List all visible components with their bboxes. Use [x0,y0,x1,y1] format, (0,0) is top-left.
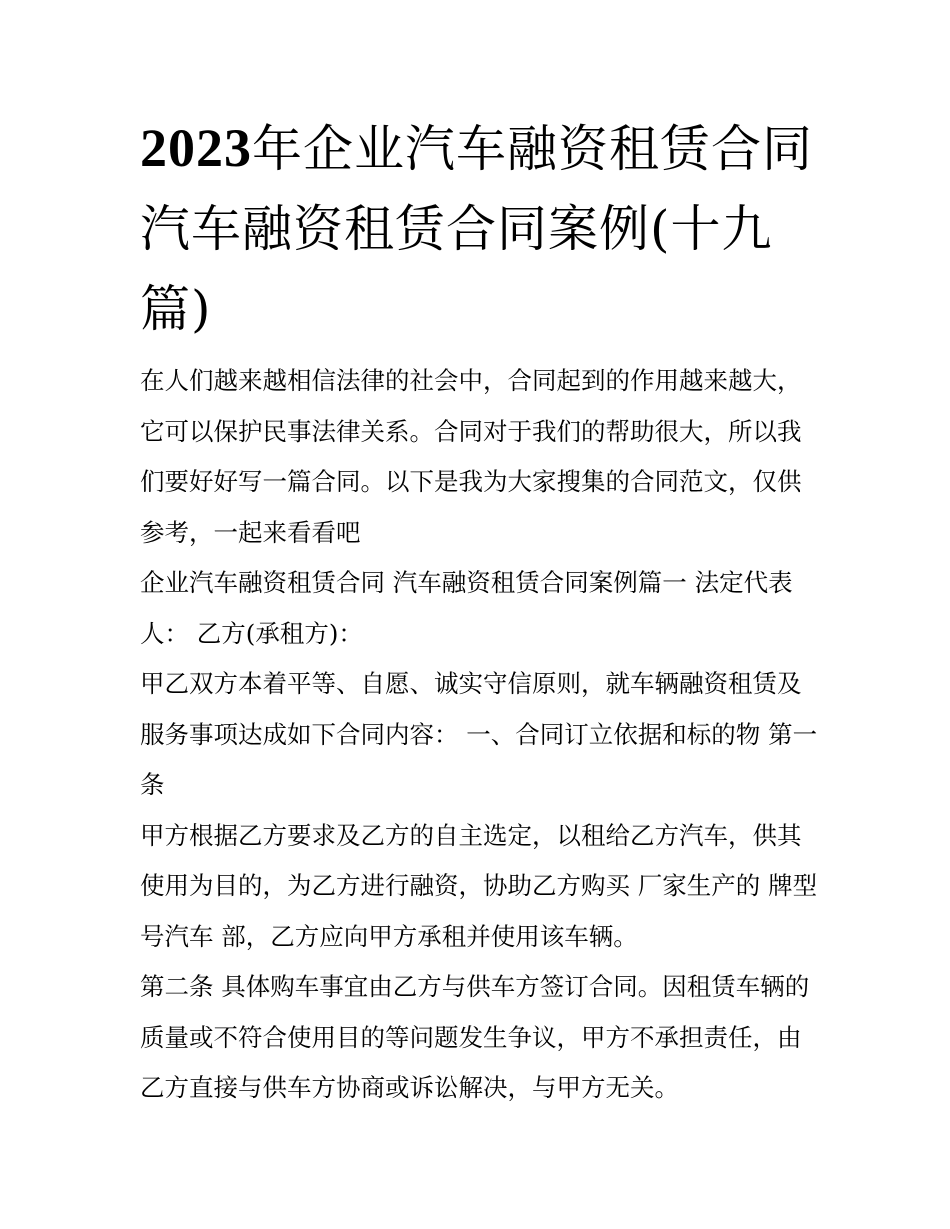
paragraph-article-2: 第二条 具体购车事宜由乙方与供车方签订合同。因租赁车辆的质量或不符合使用目的等问题发生争议，甲方不承担责任，由乙方直接与供车方协商或诉讼解决，与甲方无关。 [140,972,810,1102]
paragraph-intro: 在人们越来越相信法律的社会中，合同起到的作用越来越大，它可以保护民事法律关系。合同对于我们的帮助很大，所以我们要好好写一篇合同。以下是我为大家搜集的合同范文，仅供参考，一起来看看吧 [140,366,802,547]
title-text: 年企业汽车融资租赁合同汽车融资租赁合同案例(十九篇) [140,120,813,338]
title-year: 2023 [140,118,252,178]
document-body [140,356,820,1114]
paragraph-parties: 企业汽车融资租赁合同 汽车融资租赁合同案例篇一 法定代表人： 乙方(承租方)： [140,568,793,648]
paragraph-principles: 甲乙双方本着平等、自愿、诚实守信原则，就车辆融资租赁及服务事项达成如下合同内容： 一、合同订立依据和标的物 第一条 [140,669,818,799]
paragraph-article-1: 甲方根据乙方要求及乙方的自主选定，以租给乙方汽车，供其使用为目的，为乙方进行融资，协助乙方购买 厂家生产的 牌型号汽车 部，乙方应向甲方承租并使用该车辆。 [140,820,818,951]
document-title [140,108,820,349]
